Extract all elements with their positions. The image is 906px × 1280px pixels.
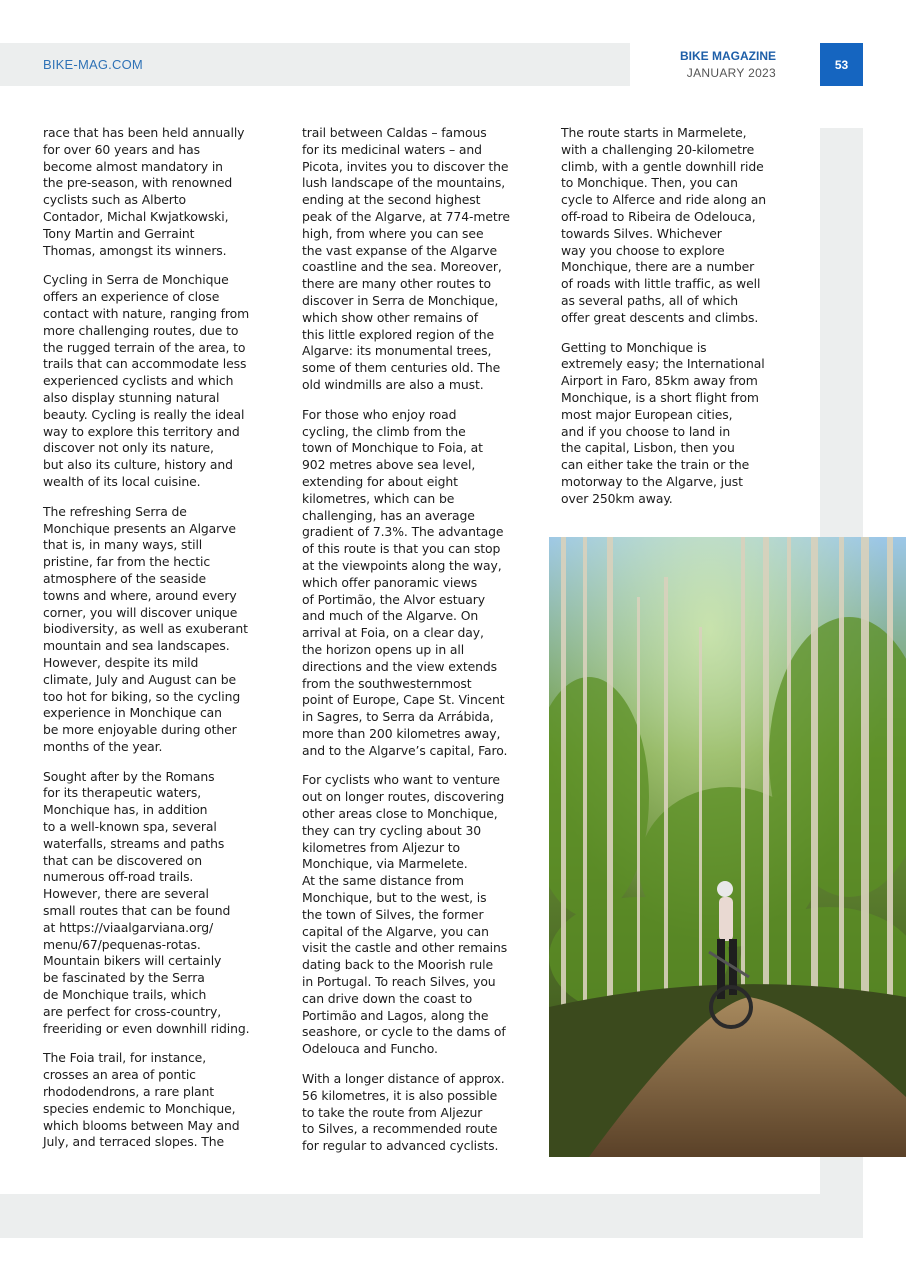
paragraph: Cycling in Serra de Monchique offers an experience of close contact with nature, ranging from more challenging routes, due to the rugged terrain of the area, to trails that can accommodate less experienced cyclists and which also display stunning natural beauty. Cycling is really the ideal way to explore this territory and discover not only its nature, but also its culture, history and wealth of its local cuisine. [43, 272, 250, 489]
paragraph: Getting to Monchique is extremely easy; the International Airport in Faro, 85km away from Monchique, is a short flight from most major European cities, and if you choose to land in the capital, Lisbon, then you can either take the train or the motorway to the Algarve, just over 250km away. [561, 339, 765, 506]
magazine-name: BIKE MAGAZINE [680, 49, 776, 63]
paragraph: race that has been held annually for over 60 years and has become almost mandatory in the pre-season, with renowned cyclists such as Alberto Contador, Michal Kwjatkowski, Tony Martin and Gerraint Thomas, amongst its winners. [43, 125, 245, 258]
paragraph: With a longer distance of approx. 56 kilometres, it is also possible to take the route from Aljezur to Silves, a recommended route for regular to advanced cyclists. [302, 1071, 505, 1154]
paragraph: Sought after by the Romans for its therapeutic waters, Monchique has, in addition to a well-known spa, several waterfalls, streams and paths that can be discovered on numerous off-road trails. However, there are several small routes that can be found at https://viaalgarviana.org/ menu/67/pequenas-rotas. Mountain bikers will certainly be fascinated by the Serra de Monchique trails, which are perfect for cross-country, freeriding or even downhill riding. [43, 768, 250, 1036]
bottom-band [0, 1194, 863, 1238]
paragraph: For those who enjoy road cycling, the climb from the town of Monchique to Foia, at 902 metres above sea level, extending for about eight kilometres, which can be challenging, has an average gradient of 7.3%. The advantage of this route is that you can stop at the viewpoints along the way, which offer panoramic views of Portimão, the Alvor estuary and much of the Algarve. On arrival at Foia, on a clear day, the horizon opens up in all directions and the view extends from the southwesternmost point of Europe, Cape St. Vincent in Sagres, to Serra da Arrábida, more than 200 kilometres away, and to the Algarve’s capital, Faro. [302, 406, 508, 758]
article-column-2 [302, 125, 524, 1168]
paragraph: The Foia trail, for instance, crosses an area of pontic rhododendrons, a rare plant species endemic to Monchique, which blooms between May and July, and terraced slopes. The [43, 1050, 240, 1150]
article-column-1 [43, 125, 263, 1164]
cyclist-forest-photo [549, 537, 906, 1157]
article-column-3 [561, 125, 783, 521]
page-number: 53 [820, 43, 863, 86]
site-url-link[interactable]: BIKE-MAG.COM [43, 57, 143, 72]
paragraph: The route starts in Marmelete, with a challenging 20-kilometre climb, with a gentle downhill ride to Monchique. Then, you can cycle to Alferce and ride along an off-road to Ribeira de Odelouca, towards Silves. Whichever way you choose to explore Monchique, there are a number of roads with little traffic, as well as several paths, all of which offer great descents and climbs. [561, 125, 766, 325]
paragraph: The refreshing Serra de Monchique presents an Algarve that is, in many ways, still pristine, far from the hectic atmosphere of the seaside towns and where, around every corner, you will discover unique biodiversity, as well as exuberant mountain and sea landscapes. However, despite its mild climate, July and August can be too hot for biking, so the cycling experience in Monchique can be more enjoyable during other months of the year. [43, 503, 248, 754]
forest-scene-illustration [549, 537, 906, 1157]
paragraph: trail between Caldas – famous for its medicinal waters – and Picota, invites you to discover the lush landscape of the mountains, ending at the second highest peak of the Algarve, at 774-metre high, from where you can see the vast expanse of the Algarve coastline and the sea. Moreover, there are many other routes to discover in Serra de Monchique, which show other remains of this little explored region of the Algarve: its monumental trees, some of them centuries old. The old windmills are also a must. [302, 125, 510, 392]
paragraph: For cyclists who want to venture out on longer routes, discovering other areas close to Monchique, they can try cycling about 30 kilometres from Aljezur to Monchique, via Marmelete. At the same distance from Monchique, but to the west, is the town of Silves, the former capital of the Algarve, you can visit the castle and other remains dating back to the Moorish rule in Portugal. To reach Silves, you can drive down the coast to Portimão and Lagos, along the seashore, or cycle to the dams of Odelouca and Funcho. [302, 772, 508, 1057]
magazine-issue-date: JANUARY 2023 [686, 66, 776, 80]
